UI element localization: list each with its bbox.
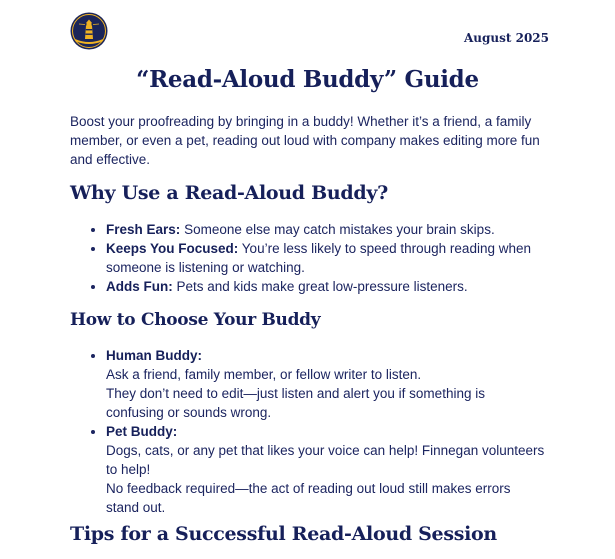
- list-item: [106, 220, 546, 239]
- lighthouse-icon: [70, 12, 108, 50]
- section-heading-tips: Tips for a Successful Read-Aloud Session: [70, 523, 497, 545]
- list-item: [106, 422, 546, 517]
- list-item-label: Adds Fun:: [106, 279, 173, 294]
- list-item-line: No feedback required—the act of reading out loud still makes errors stand out.: [106, 481, 511, 515]
- list-item: [106, 346, 546, 422]
- choose-list: [86, 346, 546, 517]
- list-item-label: • Human Buddy:: [106, 348, 202, 363]
- section-heading-choose: How to Choose Your Buddy: [70, 310, 321, 330]
- list-item: [106, 239, 546, 277]
- list-item-line: Ask a friend, family member, or fellow writer to listen.: [106, 367, 422, 382]
- page-title: “Read-Aloud Buddy” Guide: [136, 66, 479, 93]
- list-item-text: You’re less likely to speed through reading when someone is listening or watching.: [106, 241, 531, 275]
- list-item: [106, 277, 546, 296]
- list-item-line: They don’t need to edit—just listen and alert you if something is confusing or sounds wrong.: [106, 386, 485, 420]
- section-heading-why: Why Use a Read-Aloud Buddy?: [70, 182, 388, 204]
- list-item-label: Keeps You Focused:: [106, 241, 239, 256]
- issue-date: August 2025: [463, 31, 549, 45]
- list-item-text: Someone else may catch mistakes your brain skips.: [184, 222, 495, 237]
- list-item-label: Fresh Ears:: [106, 222, 181, 237]
- list-item-line: Dogs, cats, or any pet that likes your voice can help! Finnegan volunteers to help!: [106, 443, 545, 477]
- why-list: [86, 220, 546, 296]
- list-item-label: • Pet Buddy:: [106, 424, 178, 439]
- list-item-text: Pets and kids make great low-pressure listeners.: [176, 279, 468, 294]
- intro-paragraph: Boost your proofreading by bringing in a buddy! Whether it’s a friend, a family member, or even a pet, reading out loud with company makes editing more fun and effective.: [70, 114, 540, 167]
